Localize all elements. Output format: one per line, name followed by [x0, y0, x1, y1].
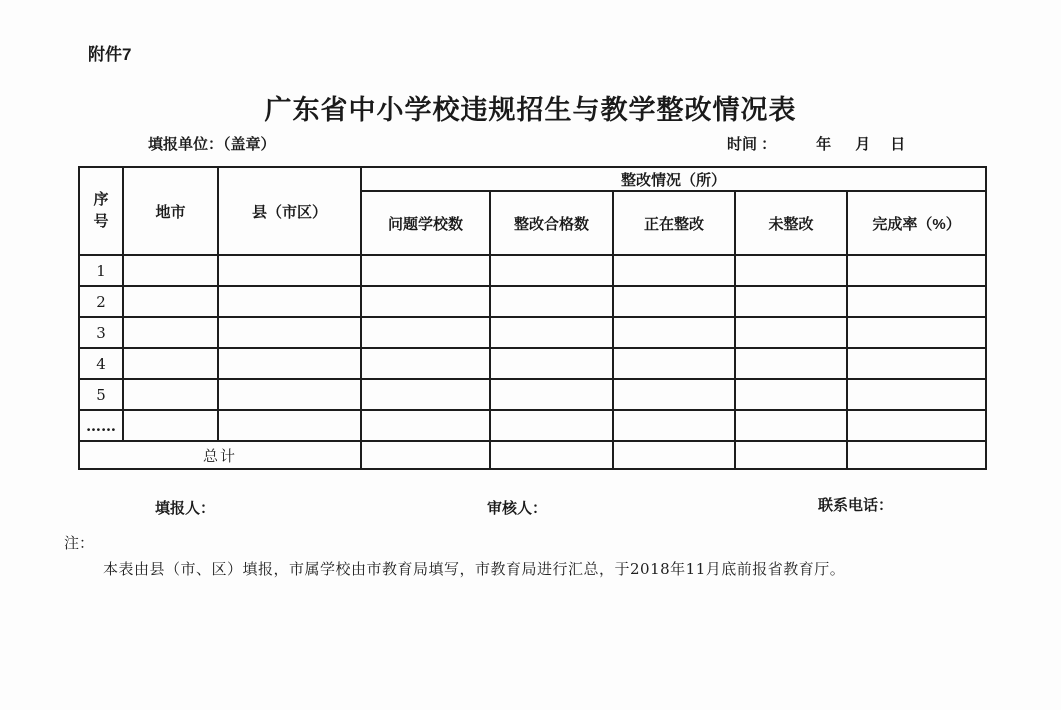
problem-schools-cell — [361, 379, 490, 410]
col-header-rectification-group: 整改情况（所） — [361, 167, 986, 191]
region-cell — [123, 348, 218, 379]
in-progress-cell — [613, 410, 735, 441]
col-header-completion-rate: 完成率（%） — [847, 191, 986, 255]
col-header-problem-schools: 问题学校数 — [361, 191, 490, 255]
seq-cell: 3 — [79, 317, 123, 348]
not-rectified-cell — [735, 286, 847, 317]
total-completion-rate-cell — [847, 441, 986, 469]
in-progress-cell — [613, 348, 735, 379]
region-cell — [123, 317, 218, 348]
county-cell — [218, 286, 361, 317]
qualified-cell — [490, 255, 613, 286]
qualified-cell — [490, 379, 613, 410]
table-row — [79, 286, 986, 317]
total-in-progress-cell — [613, 441, 735, 469]
not-rectified-cell — [735, 410, 847, 441]
col-header-seq — [79, 167, 123, 255]
completion-rate-cell — [847, 348, 986, 379]
county-cell — [218, 348, 361, 379]
qualified-cell — [490, 286, 613, 317]
time-fields — [727, 133, 905, 154]
col-header-not-rectified: 未整改 — [735, 191, 847, 255]
table-row — [79, 255, 986, 286]
total-not-rectified-cell — [735, 441, 847, 469]
note — [64, 532, 845, 579]
time-year-label: 年 — [816, 136, 832, 153]
col-header-in-progress: 正在整改 — [613, 191, 735, 255]
note-text: 本表由县（市、区）填报，市属学校由市教育局填写，市教育局进行汇总，于2018年11月底前报省教育厅。 — [103, 560, 846, 578]
time-label: 时间 ： — [727, 136, 777, 153]
seq-cell: 1 — [79, 255, 123, 286]
total-label: 总计 — [79, 441, 361, 469]
filler-label: 填报人： — [155, 500, 216, 517]
qualified-cell — [490, 410, 613, 441]
col-header-county: 县（市区） — [218, 167, 361, 255]
completion-rate-cell — [847, 379, 986, 410]
col-header-region: 地市 — [123, 167, 218, 255]
in-progress-cell — [613, 286, 735, 317]
problem-schools-cell — [361, 286, 490, 317]
rectification-table — [78, 166, 987, 470]
qualified-cell — [490, 348, 613, 379]
completion-rate-cell — [847, 255, 986, 286]
page-title: 广东省中小学校违规招生与教学整改情况表 — [264, 95, 797, 125]
note-label: 注： — [64, 534, 95, 552]
seq-cell: 5 — [79, 379, 123, 410]
total-qualified-cell — [490, 441, 613, 469]
not-rectified-cell — [735, 317, 847, 348]
in-progress-cell — [613, 255, 735, 286]
problem-schools-cell — [361, 255, 490, 286]
region-cell — [123, 286, 218, 317]
table-row — [79, 410, 986, 441]
completion-rate-cell — [847, 317, 986, 348]
attachment-label: 附件7 — [88, 45, 132, 64]
qualified-cell — [490, 317, 613, 348]
completion-rate-cell — [847, 410, 986, 441]
reporting-unit-label: 填报单位：（盖章） — [148, 136, 276, 153]
problem-schools-cell — [361, 410, 490, 441]
region-cell — [123, 255, 218, 286]
seq-cell: 2 — [79, 286, 123, 317]
phone-label: 联系电话： — [818, 497, 894, 514]
time-day-label: 日 — [890, 136, 906, 153]
table-row — [79, 379, 986, 410]
region-cell — [123, 379, 218, 410]
county-cell — [218, 317, 361, 348]
region-cell — [123, 410, 218, 441]
in-progress-cell — [613, 379, 735, 410]
seq-cell: 4 — [79, 348, 123, 379]
not-rectified-cell — [735, 379, 847, 410]
col-header-qualified: 整改合格数 — [490, 191, 613, 255]
county-cell — [218, 255, 361, 286]
total-problem-schools-cell — [361, 441, 490, 469]
in-progress-cell — [613, 317, 735, 348]
problem-schools-cell — [361, 317, 490, 348]
problem-schools-cell — [361, 348, 490, 379]
header-row-group — [79, 167, 986, 191]
table-row — [79, 317, 986, 348]
col-header-seq-label: 序号 — [93, 191, 109, 230]
not-rectified-cell — [735, 255, 847, 286]
county-cell — [218, 379, 361, 410]
not-rectified-cell — [735, 348, 847, 379]
county-cell — [218, 410, 361, 441]
completion-rate-cell — [847, 286, 986, 317]
seq-cell: …… — [79, 410, 123, 441]
reviewer-label: 审核人： — [487, 500, 548, 517]
table-row — [79, 348, 986, 379]
time-month-label: 月 — [855, 136, 871, 153]
total-row — [79, 441, 986, 469]
